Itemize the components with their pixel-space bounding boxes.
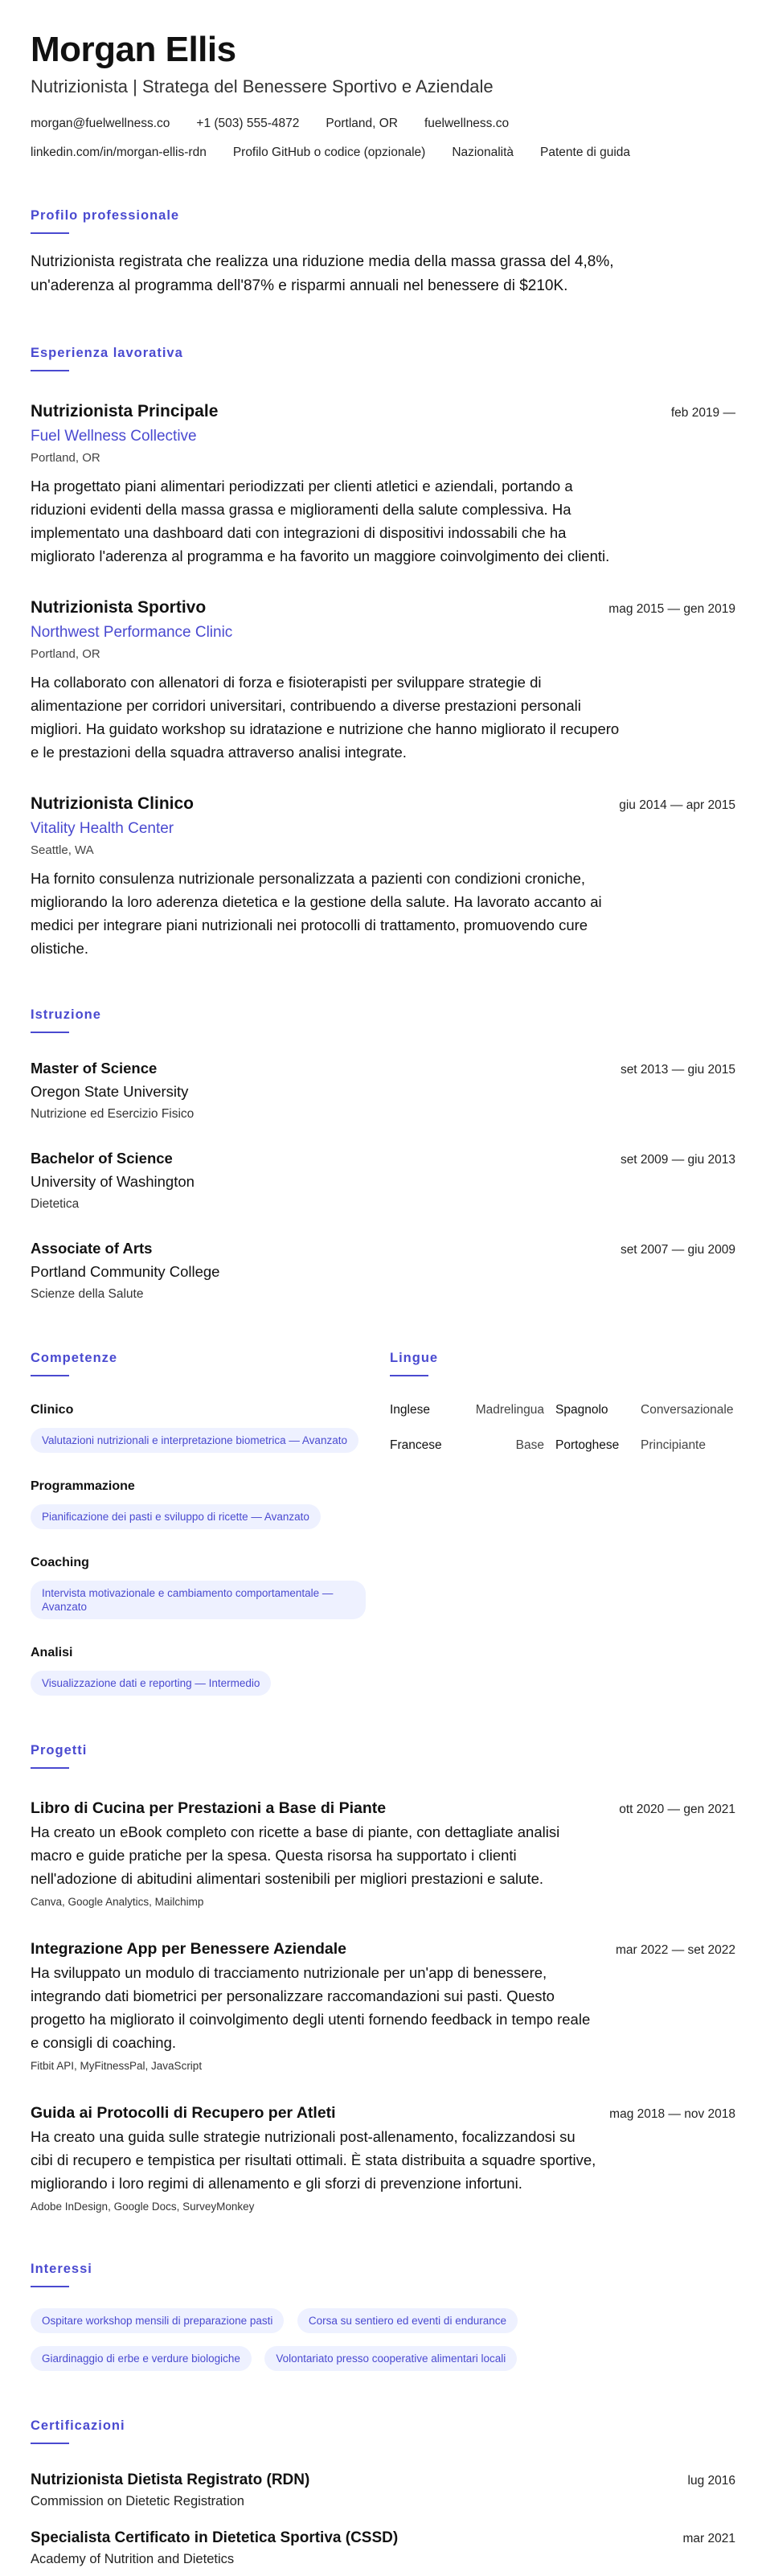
profile-section [31,207,735,298]
project-tools: Fitbit API, MyFitnessPal, JavaScript [31,2060,203,2072]
project-description: Ha creato un eBook completo con ricette a base di piante, con dettagliate analisi macro e guide pratiche per la spesa. Questa risorsa ha supportato i clienti nell'adozione di abitudini alimentari sostenibili per migliori prestazioni e salute. [31,1823,560,1887]
skills-languages-row [31,1350,735,1696]
languages-heading: Lingue [390,1351,439,1365]
job-location: Portland, OR [31,451,100,465]
education-entry [31,1149,735,1213]
project-title: Libro di Cucina per Prestazioni a Base di Piante [31,1799,387,1817]
contact-website[interactable]: fuelwellness.co [424,117,510,130]
education-heading: Istruzione [31,1007,101,1022]
project-entry [31,1798,735,1909]
education-entry [31,1059,735,1123]
education-degree: Bachelor of Science [31,1150,173,1167]
job-entry [31,793,735,960]
interest-chip: Volontariato presso cooperative alimentari locali [264,2346,517,2371]
candidate-name: Morgan Ellis [31,30,236,69]
project-entry [31,1938,735,2074]
experience-section [31,345,735,960]
skill-chip: Visualizzazione dati e reporting — Intermedio [31,1671,271,1696]
interest-chip: Giardinaggio di erbe e verdure biologiche [31,2346,252,2371]
language-name: Inglese [390,1403,430,1417]
education-degree: Master of Science [31,1060,158,1077]
skills-section [31,1350,366,1696]
education-degree: Associate of Arts [31,1240,153,1257]
project-title: Guida ai Protocolli di Recupero per Atleti [31,2104,336,2122]
experience-heading: Esperienza lavorativa [31,346,183,360]
certification-name: Specialista Certificato in Dietetica Sportiva (CSSD) [31,2529,399,2546]
education-entry [31,1239,735,1303]
project-tools: Adobe InDesign, Google Docs, SurveyMonkey [31,2201,255,2213]
job-location: Seattle, WA [31,843,94,857]
contact-license: Patente di guida [540,146,631,159]
interests-row [31,2336,735,2371]
interest-chip: Ospitare workshop mensili di preparazione pasti [31,2308,284,2333]
language-level: Base [515,1438,544,1452]
contact-row-secondary [31,145,735,161]
certification-date: mar 2021 [682,2532,735,2545]
job-date: mag 2015 — gen 2019 [608,602,735,616]
profile-summary: Nutrizionista registrata che realizza una riduzione media della massa grassa del 4,8%, un'aderenza al programma dell'87% e risparmi annuali nel benessere di $210K. [31,253,614,294]
job-title: Nutrizionista Clinico [31,794,195,813]
project-date: ott 2020 — gen 2021 [619,1803,735,1816]
section-divider [31,2443,69,2444]
language-level: Principiante [641,1438,706,1452]
section-divider [31,370,69,371]
skill-chip: Intervista motivazionale e cambiamento comportamentale — Avanzato [31,1581,366,1619]
education-field: Dietetica [31,1197,80,1211]
section-divider [390,1375,428,1376]
project-tools: Canva, Google Analytics, Mailchimp [31,1896,204,1908]
interests-row [31,2299,735,2333]
contact-row-primary [31,116,735,132]
skill-category: Analisi [31,1646,73,1659]
section-divider [31,1032,69,1033]
section-divider [31,1375,69,1376]
job-date: giu 2014 — apr 2015 [619,798,735,812]
skill-category: Clinico [31,1403,74,1417]
languages-section [366,1350,735,1696]
skills-heading: Competenze [31,1351,118,1365]
interest-chip: Corsa su sentiero ed eventi di endurance [297,2308,518,2333]
language-level: Madrelingua [475,1403,544,1417]
skill-group [31,1479,366,1529]
certification-org: Commission on Dietetic Registration [31,2494,244,2508]
contact-phone[interactable]: +1 (503) 555-4872 [196,117,300,130]
education-date: set 2013 — giu 2015 [620,1063,735,1077]
education-date: set 2009 — giu 2013 [620,1153,735,1167]
projects-section [31,1742,735,2214]
job-description: Ha progettato piani alimentari periodizzati per clienti atletici e aziendali, portando a riduzioni evidenti della massa grassa e miglioramenti della salute complessiva. Ha implementato una dashboard dati con integrazioni di dispositivi indossabili che ha migliorato l'aderenza al programma e ha favorito un maggiore coinvolgimento dei clienti. [31,478,610,564]
job-entry [31,400,735,568]
skill-category: Programmazione [31,1479,135,1493]
job-company: Fuel Wellness Collective [31,428,197,445]
certification-entry [31,2470,735,2510]
education-field: Nutrizione ed Esercizio Fisico [31,1107,195,1121]
job-company: Vitality Health Center [31,820,174,837]
education-school: Oregon State University [31,1083,189,1100]
certification-name: Nutrizionista Dietista Registrato (RDN) [31,2471,310,2488]
section-divider [31,232,69,234]
education-field: Scienze della Salute [31,1287,144,1301]
projects-heading: Progetti [31,1743,88,1758]
certifications-section [31,2418,735,2568]
language-name: Spagnolo [555,1403,608,1417]
skill-chip: Valutazioni nutrizionali e interpretazione biometrica — Avanzato [31,1428,358,1453]
job-company: Northwest Performance Clinic [31,624,233,641]
education-date: set 2007 — giu 2009 [620,1243,735,1257]
contact-github[interactable]: Profilo GitHub o codice (opzionale) [232,146,426,159]
job-description: Ha collaborato con allenatori di forza e fisioterapisti per sviluppare strategie di alimentazione per corridori universitari, contribuendo a diverse prestazioni personali migliori. Ha guidato workshop su idratazione e nutrizione che hanno migliorato il recupero e le prestazioni della squadra attraverso analisi integrate. [31,674,620,761]
education-section [31,1007,735,1303]
contact-location: Portland, OR [326,117,398,130]
section-divider [31,1767,69,1769]
contact-linkedin[interactable]: linkedin.com/in/morgan-ellis-rdn [31,146,207,159]
candidate-headline: Nutrizionista | Stratega del Benessere Sportivo e Aziendale [31,76,494,96]
skill-group [31,1645,366,1696]
languages-grid [390,1402,735,1454]
job-title: Nutrizionista Sportivo [31,598,207,617]
education-school: Portland Community College [31,1263,220,1280]
job-description: Ha fornito consulenza nutrizionale personalizzata a pazienti con condizioni croniche, migliorando la loro aderenza dietetica e la gestione della salute. Ha lavorato accanto ai medici per integrare piani nutrizionali nei protocolli di trattamento, promuovendo cure olistiche. [31,870,602,957]
skill-chip: Pianificazione dei pasti e sviluppo di ricette — Avanzato [31,1504,321,1529]
certifications-heading: Certificazioni [31,2418,125,2433]
project-entry [31,2102,735,2214]
project-description: Ha sviluppato un modulo di tracciamento nutrizionale per un'app di benessere, integrando dati biometrici per personalizzare raccomandazioni sui pasti. Questo progetto ha migliorato il coinvolgimento degli utenti fornendo feedback in tempo reale e consigli di coaching. [31,1964,591,2051]
job-entry [31,597,735,764]
certification-date: lug 2016 [687,2474,735,2488]
profile-heading: Profilo professionale [31,208,180,223]
skill-group [31,1555,366,1619]
contact-nationality: Nazionalità [452,146,514,159]
certification-entry [31,2528,735,2568]
job-location: Portland, OR [31,647,100,661]
project-title: Integrazione App per Benessere Aziendale [31,1940,346,1958]
resume-header [31,29,735,161]
skill-category: Coaching [31,1556,89,1569]
project-description: Ha creato una guida sulle strategie nutrizionali post-allenamento, focalizzandosi su cibi di recupero e tempistica per risultati ottimali. È stata distribuita a squadre sportive, migliorando i loro regimi di allenamento e gli sforzi di prevenzione infortuni. [31,2128,596,2192]
interests-section [31,2261,735,2371]
language-name: Portoghese [555,1438,620,1452]
project-date: mar 2022 — set 2022 [615,1943,735,1957]
section-divider [31,2286,69,2287]
language-level: Conversazionale [641,1403,734,1417]
interests-heading: Interessi [31,2262,92,2276]
language-name: Francese [390,1438,442,1452]
project-date: mag 2018 — nov 2018 [609,2107,735,2121]
job-title: Nutrizionista Principale [31,402,219,420]
certification-org: Academy of Nutrition and Dietetics [31,2552,235,2566]
contact-email[interactable]: morgan@fuelwellness.co [31,117,170,130]
job-date: feb 2019 — [670,406,735,420]
skill-group [31,1402,366,1453]
education-school: University of Washington [31,1173,195,1190]
